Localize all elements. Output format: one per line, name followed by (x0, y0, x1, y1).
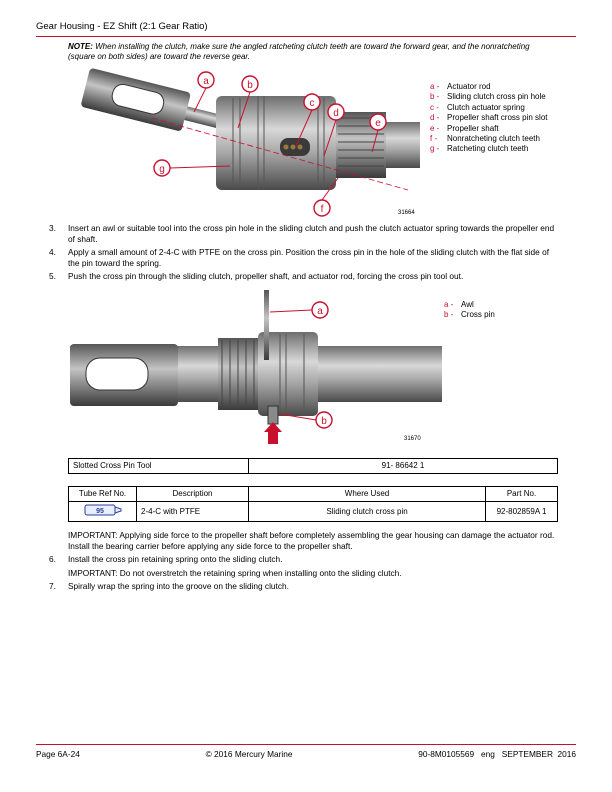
page-footer (36, 744, 576, 760)
legend-item: c - Clutch actuator spring (430, 102, 525, 112)
tube-icon (69, 502, 137, 522)
figure-clutch-assembly (68, 66, 420, 218)
legend-item: f - Nonratcheting clutch teeth (430, 133, 540, 143)
fig1-callout-f: f (320, 204, 324, 215)
table-row (69, 502, 558, 522)
legend-item: b - Sliding clutch cross pin hole (430, 92, 546, 102)
step-4: 4. Apply a small amount of 2-4-C with PTFE on the cross pin. Position the cross pin in the hole of the sliding clutch with the flat side of the pin toward the spring. (49, 247, 549, 268)
tool-table (68, 458, 558, 474)
fig2-callout-a: a (317, 306, 323, 317)
tube-ref-number: 95 (95, 508, 104, 516)
fig2-legend (444, 300, 573, 321)
fig1-callout-e: e (375, 118, 381, 129)
legend-item: a - Actuator rod (430, 82, 491, 91)
page-header (36, 21, 576, 37)
important-note-2: IMPORTANT: Do not overstretch the retaining spring when installing onto the sliding clutch. (68, 567, 402, 578)
fig1-callout-d: d (333, 108, 339, 119)
step-7: 7. Spirally wrap the spring into the groove on the sliding clutch. (49, 581, 289, 592)
steps-6-7 (36, 530, 556, 595)
fig1-number: 31664 (398, 210, 415, 216)
header-title: Gear Housing - EZ Shift (2:1 Gear Ratio) (36, 21, 208, 32)
table-header-row: Tube Ref No. Description Where Used Part No. (69, 487, 558, 502)
note (68, 42, 554, 62)
legend-item: d - Propeller shaft cross pin slot (430, 113, 548, 123)
footer-doc: 90-8M0105569 eng SEPTEMBER 2016 (418, 749, 576, 759)
table-row (69, 459, 558, 474)
fig1-callout-a: a (203, 76, 209, 87)
legend-item: e - Propeller shaft (430, 123, 499, 133)
note-prefix: NOTE: (68, 42, 93, 51)
legend-item: g - Ratcheting clutch teeth (430, 144, 529, 154)
fig2-callout-b: b (321, 416, 327, 427)
step-6: 6. Install the cross pin retaining spring onto the sliding clutch. (49, 554, 283, 565)
footer-page: Page 6A-24 (36, 749, 80, 759)
tube-part-no: 92-802859A 1 (486, 502, 558, 522)
step-5: 5. Push the cross pin through the sliding clutch, propeller shaft, and actuator rod, forcing the cross pin tool out. (49, 271, 464, 282)
legend-item: a - Awl (444, 300, 474, 309)
fig1-callout-b: b (247, 80, 253, 91)
fig1-callout-c: c (309, 98, 315, 109)
tube-description: 2-4-C with PTFE (137, 502, 249, 522)
step-3: 3. Insert an awl or suitable tool into the cross pin hole in the sliding clutch and push the clutch actuator spring towards the propeller end of shaft. (49, 223, 555, 244)
fig2-number: 31670 (404, 436, 421, 442)
legend-item: b - Cross pin (444, 310, 495, 320)
fig1-legend (430, 82, 559, 155)
steps-3-5 (36, 223, 556, 285)
tool-part: 91- 86642 1 (249, 459, 558, 474)
important-note-1: IMPORTANT: Applying side force to the propeller shaft before completely assembling the gear housing can damage the actuator rod. Install the bearing carrier before applying any side force to the propeller shaft. (68, 530, 555, 551)
footer-copyright: © 2016 Mercury Marine (205, 749, 293, 759)
figure-cross-pin-install (68, 288, 444, 446)
tube-ref-icon (83, 504, 123, 516)
fig1-callout-g: g (159, 164, 165, 175)
note-text: When installing the clutch, make sure the angled ratcheting clutch teeth are toward the forward gear, and the nonratcheting (square on both sides) are toward the reverse gear. (68, 42, 530, 62)
tube-ref-table (68, 486, 558, 522)
tube-where-used: Sliding clutch cross pin (249, 502, 486, 522)
tool-name: Slotted Cross Pin Tool (69, 459, 249, 474)
